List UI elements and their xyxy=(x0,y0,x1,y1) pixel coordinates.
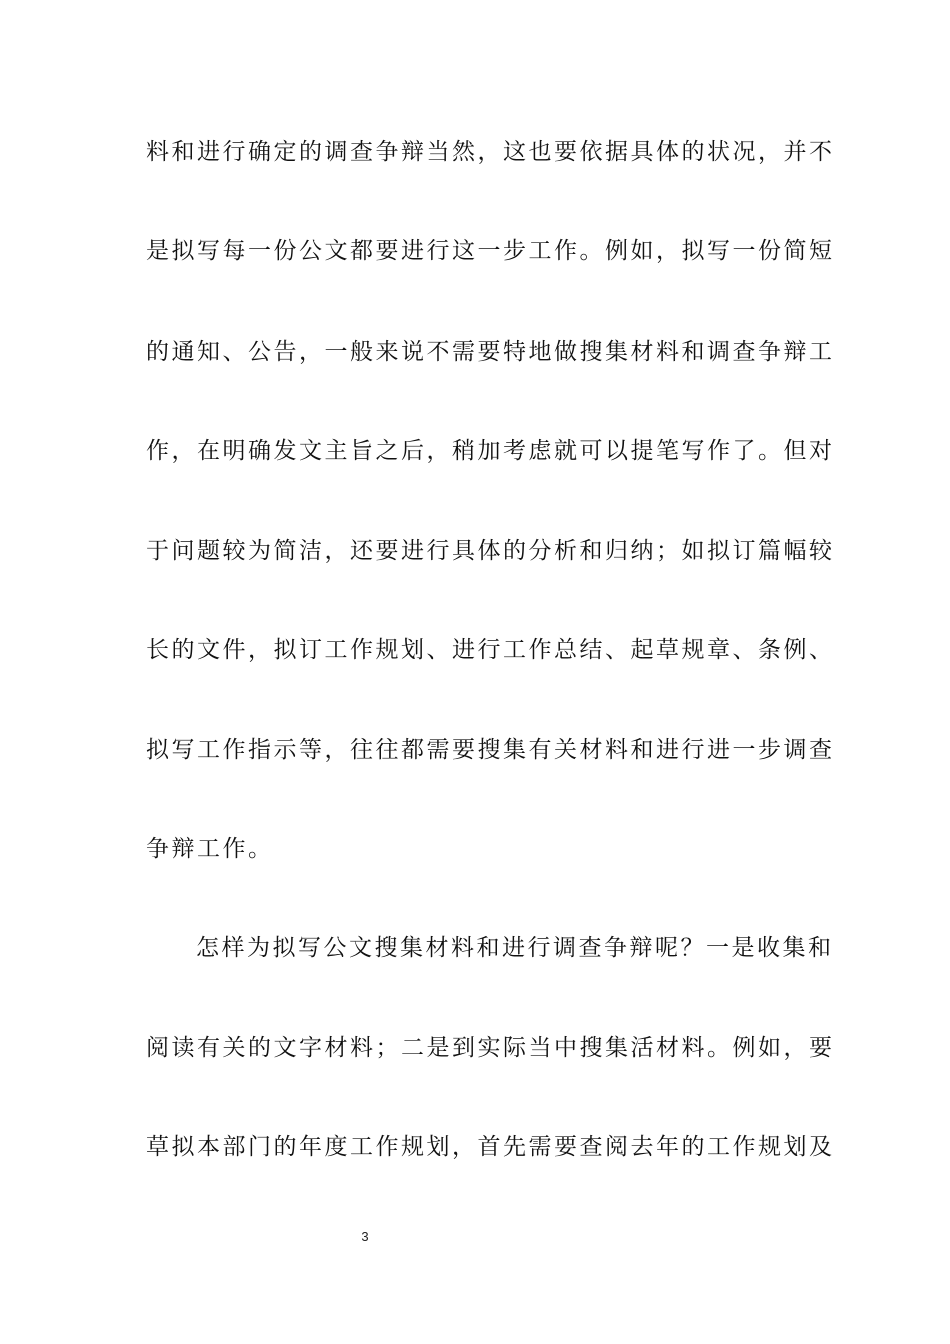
body-text-line: 草拟本部门的年度工作规划，首先需要查阅去年的工作规划及 xyxy=(146,1134,835,1160)
body-text-line: 长的文件，拟订工作规划、进行工作总结、起草规章、条例、 xyxy=(146,637,835,663)
body-text-line: 争辩工作。 xyxy=(146,836,274,862)
paragraph-first-line: 怎样为拟写公文搜集材料和进行调查争辩呢？一是收集和 xyxy=(196,935,834,961)
body-text-line: 阅读有关的文字材料；二是到实际当中搜集活材料。例如，要 xyxy=(146,1035,835,1061)
body-text-line: 料和进行确定的调查争辩当然，这也要依据具体的状况，并不 xyxy=(146,139,835,165)
body-text-line: 的通知、公告，一般来说不需要特地做搜集材料和调查争辩工 xyxy=(146,339,835,365)
body-text-line: 拟写工作指示等，往往都需要搜集有关材料和进行进一步调查 xyxy=(146,737,835,763)
body-text-line: 作，在明确发文主旨之后，稍加考虑就可以提笔写作了。但对 xyxy=(146,438,835,464)
body-text-line: 是拟写每一份公文都要进行这一步工作。例如，拟写一份简短 xyxy=(146,238,835,264)
page-number: 3 xyxy=(361,1229,369,1244)
body-text-line: 于问题较为简洁，还要进行具体的分析和归纳；如拟订篇幅较 xyxy=(146,538,835,564)
